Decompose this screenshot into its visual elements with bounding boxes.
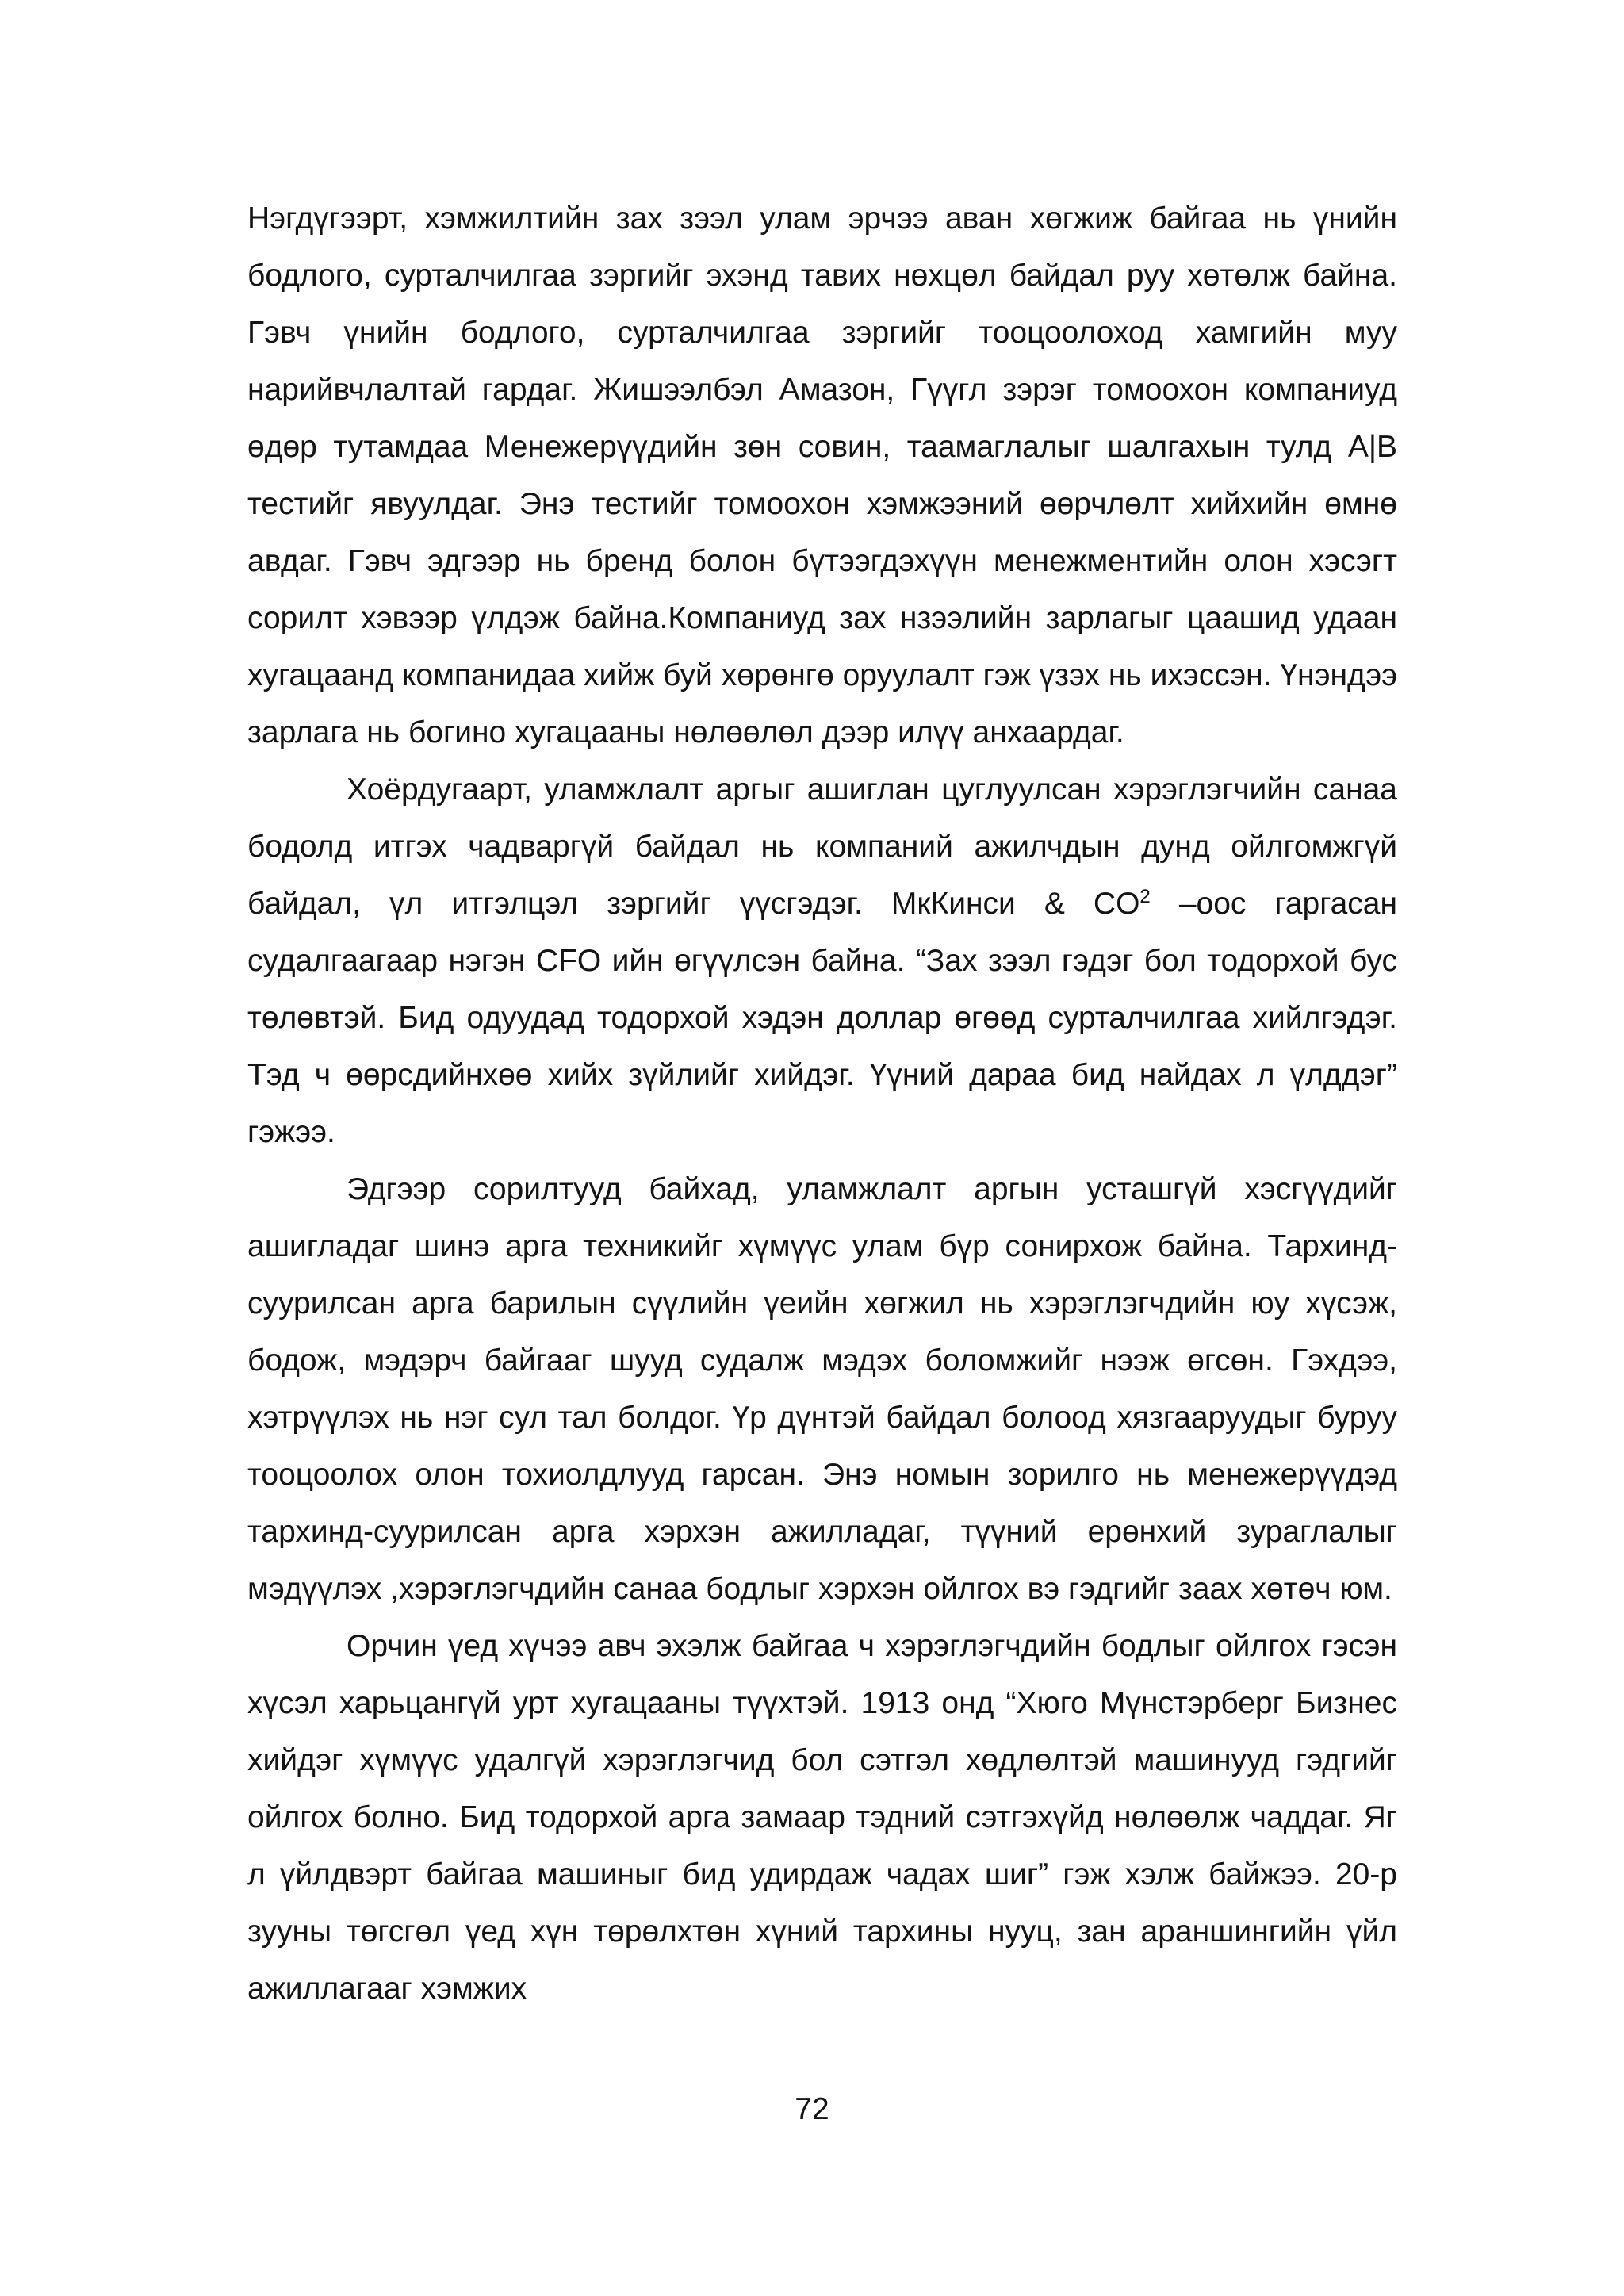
paragraph-1: Нэгдүгээрт, хэмжилтийн зах зээл улам эрчээ аван хөгжиж байгаа нь үнийн бодлого, сурталчилгаа зэргийг эхэнд тавих нөхцөл байдал руу хөтөлж байна. Гэвч үнийн бодлого, сурталчилгаа зэргийг тооцоолоход хамгийн муу нарийвчлалтай гардаг. Жишээлбэл Амазон, Гүүгл зэрэг томоохон компаниуд өдөр тутамдаа Менежерүүдийн зөн совин, таамаглалыг шалгахын тулд A|B тестийг явуулдаг. Энэ тестийг томоохон хэмжээний өөрчлөлт хийхийн өмнө авдаг. Гэвч эдгээр нь бренд болон бүтээгдэхүүн менежментийн олон хэсэгт сорилт хэвээр үлдэж байна.Компаниуд зах нзээлийн зарлагыг цаашид удаан хугацаанд компанидаа хийж буй хөрөнгө оруулалт гэж үзэх нь ихэссэн. Үнэндээ зарлага нь богино хугацааны нөлөөлөл дээр илүү анхаардаг. [247, 201, 1397, 749]
paragraph-4: Орчин үед хүчээ авч эхэлж байгаа ч хэрэглэгчдийн бодлыг ойлгох гэсэн хүсэл харьцангүй урт хугацааны түүхтэй. 1913 онд “Хюго Мүнстэрберг Бизнес хийдэг хүмүүс удалгүй хэрэглэгчид бол сэтгэл хөдлөлтэй машинууд гэдгийг ойлгох болно. Бид тодорхой арга замаар тэдний сэтгэхүйд нөлөөлж чаддаг. Яг л үйлдвэрт байгаа машиныг бид удирдаж чадах шиг” гэж хэлж байжээ. 20-р зууны төгсгөл үед хүн төрөлхтөн хүний тархины нууц, зан араншингийн үйл ажиллагааг хэмжих [247, 1629, 1397, 2006]
paragraph-2 [247, 761, 1397, 1161]
paragraph-2-text-after: –оос гаргасан судалгаагаар нэгэн CFO ийн өгүүлсэн байна. “Зах зээл гэдэг бол тодорхой бус төлөвтэй. Бид одуудад тодорхой хэдэн доллар өгөөд сурталчилгаа хийлгэдэг. Тэд ч өөрсдийнхөө хийх зүйлийг хийдэг. Үүний дараа бид найдах л үлддэг” гэжээ. [247, 887, 1397, 1149]
paragraph-2-text-before: Хоёрдугаарт, уламжлалт аргыг ашиглан цуглуулсан хэрэглэгчийн санаа бодолд итгэх чадваргүй байдал нь компаний ажилчдын дунд ойлгомжгүй байдал, үл итгэлцэл зэргийг үүсгэдэг. МкКинси & CO [247, 772, 1397, 921]
footnote-superscript: 2 [1139, 886, 1151, 907]
page-number: 72 [795, 2092, 829, 2126]
body-text [247, 190, 1397, 2018]
paragraph-3: Эдгээр сорилтууд байхад, уламжлалт аргын усташгүй хэсгүүдийг ашигладаг шинэ арга техникийг хүмүүс улам бүр сонирхож байна. Тархинд-суурилсан арга барилын сүүлийн үеийн хөгжил нь хэрэглэгчдийн юу хүсэж, бодож, мэдэрч байгааг шууд судалж мэдэх боломжийг нээж өгсөн. Гэхдээ, хэтрүүлэх нь нэг сул тал болдог. Үр дүнтэй байдал болоод хязгааруудыг буруу тооцоолох олон тохиолдлууд гарсан. Энэ номын зорилго нь менежерүүдэд тархинд-суурилсан арга хэрхэн ажилладаг, түүний ерөнхий зураглалыг мэдүүлэх ,хэрэглэгчдийн санаа бодлыг хэрхэн ойлгох вэ гэдгийг заах хөтөч юм. [247, 1172, 1397, 1606]
